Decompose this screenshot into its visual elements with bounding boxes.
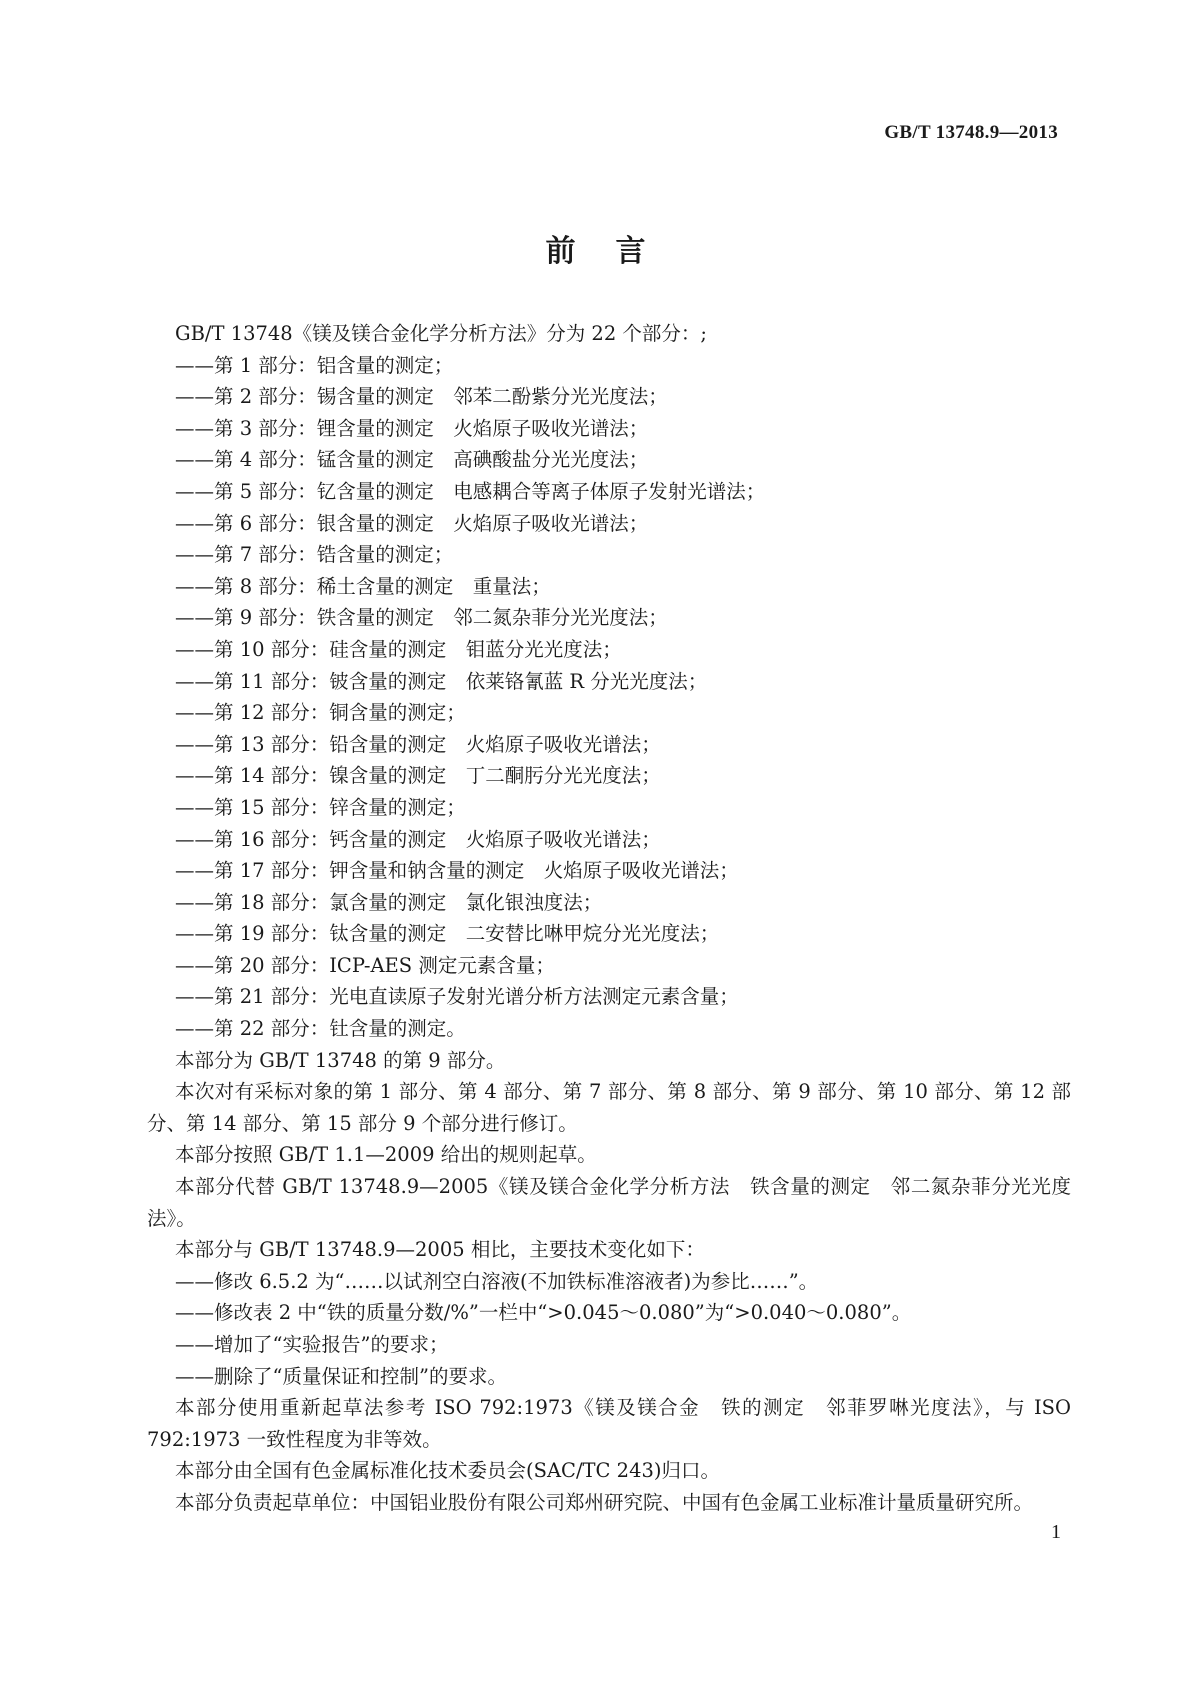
part-item: ——第 5 部分：钇含量的测定 电感耦合等离子体原子发射光谱法； bbox=[175, 479, 766, 503]
change-item: ——修改 6.5.2 为“……以试剂空白溶液(不加铁标准溶液者)为参比……”。 bbox=[175, 1269, 819, 1293]
part-item: ——第 3 部分：锂含量的测定 火焰原子吸收光谱法； bbox=[175, 416, 649, 440]
part-item: ——第 8 部分：稀土含量的测定 重量法； bbox=[175, 574, 551, 598]
part-item: ——第 12 部分：铜含量的测定； bbox=[175, 701, 466, 725]
part-item: ——第 6 部分：银含量的测定 火焰原子吸收光谱法； bbox=[175, 511, 649, 535]
document-body bbox=[147, 318, 1071, 1519]
paragraph-iso-reference: 本部分使用重新起草法参考 ISO 792:1973《镁及镁合金 铁的测定 邻菲罗啉光度法》，与 ISO 792:1973 一致性程度为非等效。 bbox=[147, 1396, 1071, 1451]
part-item: ——第 9 部分：铁含量的测定 邻二氮杂菲分光光度法； bbox=[175, 606, 668, 630]
part-item: ——第 20 部分：ICP-AES 测定元素含量； bbox=[175, 953, 555, 977]
part-item: ——第 19 部分：钛含量的测定 二安替比啉甲烷分光光度法； bbox=[175, 922, 720, 946]
part-item: ——第 7 部分：锆含量的测定； bbox=[175, 543, 454, 567]
part-item: ——第 16 部分：钙含量的测定 火焰原子吸收光谱法； bbox=[175, 827, 661, 851]
paragraph-revision-scope: 本次对有采标对象的第 1 部分、第 4 部分、第 7 部分、第 8 部分、第 9 部分、第 10 部分、第 12 部分、第 14 部分、第 15 部分 9 个部分进行修订。 bbox=[147, 1080, 1071, 1135]
paragraph-replaces: 本部分代替 GB/T 13748.9—2005《镁及镁合金化学分析方法 铁含量的测定 邻二氮杂菲分光光度法》。 bbox=[147, 1175, 1071, 1230]
part-item: ——第 15 部分：锌含量的测定； bbox=[175, 795, 466, 819]
part-item: ——第 10 部分：硅含量的测定 钼蓝分光光度法； bbox=[175, 637, 622, 661]
standard-number: GB/T 13748.9—2013 bbox=[884, 122, 1058, 143]
part-item: ——第 21 部分：光电直读原子发射光谱分析方法测定元素含量； bbox=[175, 985, 739, 1009]
paragraph-drafting-units: 本部分负责起草单位：中国铝业股份有限公司郑州研究院、中国有色金属工业标准计量质量研究所。 bbox=[175, 1490, 1034, 1514]
part-item: ——第 17 部分：钾含量和钠含量的测定 火焰原子吸收光谱法； bbox=[175, 859, 739, 883]
page-title: 前言 bbox=[545, 234, 686, 269]
part-item: ——第 18 部分：氯含量的测定 氯化银浊度法； bbox=[175, 890, 603, 914]
paragraph-changes-intro: 本部分与 GB/T 13748.9—2005 相比，主要技术变化如下： bbox=[175, 1238, 705, 1262]
part-item: ——第 4 部分：锰含量的测定 高碘酸盐分光光度法； bbox=[175, 448, 649, 472]
change-item: ——增加了“实验报告”的要求； bbox=[175, 1333, 449, 1356]
paragraph-committee: 本部分由全国有色金属标准化技术委员会(SAC/TC 243)归口。 bbox=[175, 1459, 720, 1483]
part-item: ——第 11 部分：铍含量的测定 依莱铬氰蓝 R 分光光度法； bbox=[175, 669, 708, 693]
part-item: ——第 1 部分：铝含量的测定； bbox=[175, 353, 454, 377]
part-item: ——第 22 部分：钍含量的测定。 bbox=[175, 1017, 466, 1041]
part-item: ——第 14 部分：镍含量的测定 丁二酮肟分光光度法； bbox=[175, 764, 661, 788]
page-number: 1 bbox=[1051, 1521, 1061, 1543]
part-item: ——第 2 部分：锡含量的测定 邻苯二酚紫分光光度法； bbox=[175, 385, 668, 409]
paragraph-drafting-rules: 本部分按照 GB/T 1.1—2009 给出的规则起草。 bbox=[175, 1143, 597, 1167]
change-item: ——删除了“质量保证和控制”的要求。 bbox=[175, 1364, 507, 1388]
change-item: ——修改表 2 中“铁的质量分数/%”一栏中“>0.045～0.080”为“>0.040～0.080”。 bbox=[175, 1301, 912, 1325]
intro-paragraph: GB/T 13748《镁及镁合金化学分析方法》分为 22 个部分：; bbox=[175, 322, 707, 345]
part-item: ——第 13 部分：铅含量的测定 火焰原子吸收光谱法； bbox=[175, 732, 661, 756]
paragraph-part-statement: 本部分为 GB/T 13748 的第 9 部分。 bbox=[175, 1048, 506, 1072]
